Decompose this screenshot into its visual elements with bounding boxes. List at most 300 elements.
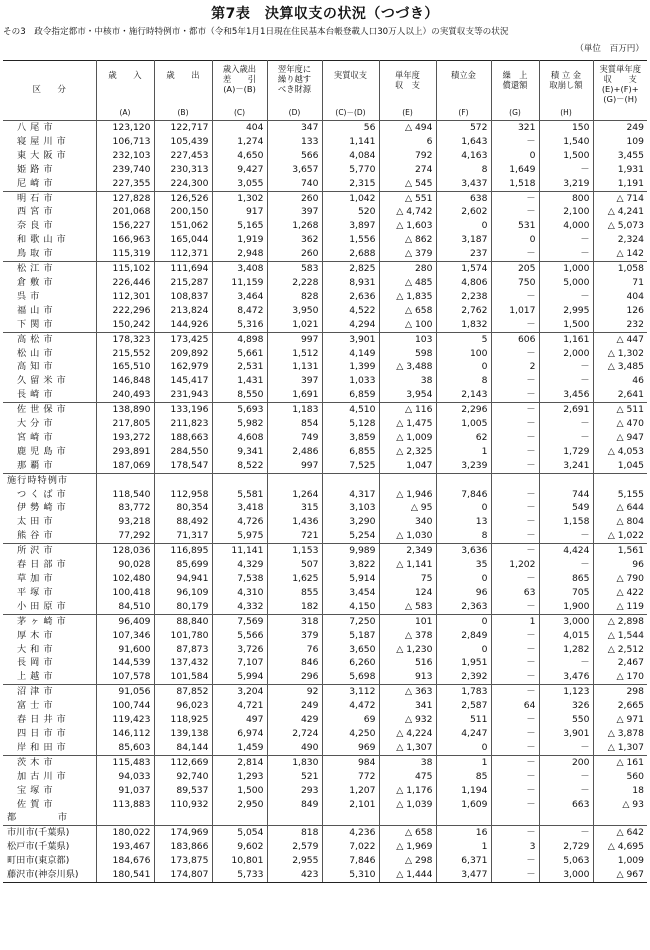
table-cell: △ 1,969 <box>379 840 436 854</box>
table-row <box>3 670 647 684</box>
table-row <box>3 149 647 163</box>
table-cell: 744 <box>539 488 593 502</box>
table-cell: 80,179 <box>154 600 212 614</box>
table-cell: 1,609 <box>436 798 491 812</box>
table-cell: △ 4,241 <box>593 205 647 219</box>
column-header <box>491 61 539 121</box>
table-cell: 1,033 <box>322 374 379 388</box>
table-cell: 180,541 <box>96 868 154 882</box>
column-header <box>267 61 322 121</box>
table-cell: 151,062 <box>154 219 212 233</box>
table-cell: 75 <box>379 572 436 586</box>
table-cell: 193,467 <box>96 840 154 854</box>
table-cell: 4,608 <box>212 431 267 445</box>
table-cell <box>96 473 154 487</box>
table-cell: 13 <box>436 515 491 529</box>
row-label: 厚木市 <box>17 629 57 641</box>
table-cell: 3,901 <box>322 332 379 346</box>
column-header-label: 翌年度に 繰り越す べき財源 <box>277 64 312 94</box>
row-label: 西宮市 <box>17 206 57 218</box>
table-cell: 144,926 <box>154 318 212 332</box>
table-cell: － <box>491 784 539 798</box>
row-label: 佐賀市 <box>17 798 57 810</box>
row-label: 四日市市 <box>17 727 70 739</box>
table-cell: △ 4,224 <box>379 727 436 741</box>
table-cell: 9,341 <box>212 445 267 459</box>
table-cell: 180,022 <box>96 826 154 840</box>
table-cell: 1,643 <box>436 135 491 149</box>
table-cell: 7,538 <box>212 572 267 586</box>
table-cell: 2,315 <box>322 177 379 191</box>
table-cell: 2,101 <box>322 798 379 812</box>
table-cell: 133,196 <box>154 403 212 417</box>
table-cell: 5,310 <box>322 868 379 882</box>
table-cell: 4,472 <box>322 699 379 713</box>
table-cell: 5,063 <box>539 854 593 868</box>
table-cell: △ 3,485 <box>593 360 647 374</box>
table-cell: 1,045 <box>593 459 647 473</box>
table-cell: 818 <box>267 826 322 840</box>
table-row <box>3 699 647 713</box>
table-cell: 96,109 <box>154 586 212 600</box>
table-cell: 2,950 <box>212 798 267 812</box>
page-subtitle: その3 政令指定都市・中核市・施行時特例市・都市（令和5年1月1日現在住民基本台帳登載人口30万人以上）の実質収支等の状況 <box>3 27 509 37</box>
table-cell: 2,486 <box>267 445 322 459</box>
column-header <box>3 61 96 121</box>
table-cell: △ 1,302 <box>593 347 647 361</box>
table-cell: － <box>539 247 593 261</box>
table-cell: 1,123 <box>539 685 593 699</box>
table-row <box>3 854 647 868</box>
table-cell: 84,144 <box>154 741 212 755</box>
table-cell: 187,069 <box>96 459 154 473</box>
table-row <box>3 868 647 882</box>
table-cell: － <box>491 770 539 784</box>
table-cell: 560 <box>593 770 647 784</box>
table-cell: 126,526 <box>154 191 212 205</box>
table-cell: － <box>539 417 593 431</box>
table-cell: 3,455 <box>593 149 647 163</box>
table-cell: 2,948 <box>212 247 267 261</box>
row-label: 下関市 <box>17 318 57 330</box>
table-cell: － <box>491 529 539 543</box>
table-cell: － <box>491 488 539 502</box>
table-cell: 849 <box>267 798 322 812</box>
table-cell: 4,294 <box>322 318 379 332</box>
row-label: 都 市 <box>7 812 69 824</box>
table-row <box>3 741 647 755</box>
column-header <box>154 61 212 121</box>
table-cell: 10,801 <box>212 854 267 868</box>
table-cell: 3,454 <box>322 586 379 600</box>
table-cell: － <box>491 417 539 431</box>
table-cell: 96 <box>436 586 491 600</box>
table-cell: 1,436 <box>267 515 322 529</box>
table-cell: 828 <box>267 290 322 304</box>
row-label: 寝屋川市 <box>17 135 70 147</box>
table-cell: 87,873 <box>154 643 212 657</box>
table-row <box>3 685 647 699</box>
table-cell: － <box>491 572 539 586</box>
table-cell: 100,744 <box>96 699 154 713</box>
table-cell <box>212 473 267 487</box>
table-cell: △ 494 <box>379 121 436 135</box>
row-label: 東大阪市 <box>17 149 70 161</box>
table-cell: 800 <box>539 191 593 205</box>
table-cell: 507 <box>267 558 322 572</box>
table-cell: 112,371 <box>154 247 212 261</box>
table-cell: 100 <box>436 347 491 361</box>
column-header-label: 積立金 <box>451 70 476 80</box>
header-row <box>3 61 647 121</box>
table-cell: 5,254 <box>322 529 379 543</box>
table-row <box>3 191 647 205</box>
table-cell: 340 <box>379 515 436 529</box>
table-cell: 7,022 <box>322 840 379 854</box>
table-cell: 1,131 <box>267 360 322 374</box>
table-cell: 2,729 <box>539 840 593 854</box>
table-cell: － <box>491 290 539 304</box>
table-cell: 122,717 <box>154 121 212 135</box>
table-cell: 8,522 <box>212 459 267 473</box>
table-cell: 1,830 <box>267 755 322 769</box>
table-cell: 112,669 <box>154 755 212 769</box>
table-cell: 1 <box>436 445 491 459</box>
table-cell: 222,296 <box>96 304 154 318</box>
table-cell: △ 142 <box>593 247 647 261</box>
table-cell: 7,525 <box>322 459 379 473</box>
table-cell: 8,550 <box>212 388 267 402</box>
table-row <box>3 488 647 502</box>
table-cell: 133 <box>267 135 322 149</box>
table-cell: 1,518 <box>491 177 539 191</box>
table-cell: － <box>539 741 593 755</box>
table-cell: 1,500 <box>539 318 593 332</box>
unit-label: （単位 百万円） <box>575 44 644 54</box>
table-row <box>3 403 647 417</box>
table-cell: － <box>539 374 593 388</box>
column-header <box>212 61 267 121</box>
table-cell: 166,963 <box>96 233 154 247</box>
table-cell: 107,346 <box>96 629 154 643</box>
table-cell: △ 1,444 <box>379 868 436 882</box>
table-cell: 3,950 <box>267 304 322 318</box>
table-cell: 1 <box>491 614 539 628</box>
table-cell: 105,439 <box>154 135 212 149</box>
table-cell: 1,268 <box>267 219 322 233</box>
table-cell: 5,128 <box>322 417 379 431</box>
table-cell: 3 <box>491 840 539 854</box>
table-cell: 3,636 <box>436 544 491 558</box>
table-cell: 1,561 <box>593 544 647 558</box>
row-label: 宝塚市 <box>17 784 57 796</box>
table-cell <box>593 811 647 825</box>
table-cell: 1,512 <box>267 347 322 361</box>
row-label: 上越市 <box>17 671 57 683</box>
table-cell: 511 <box>436 713 491 727</box>
table-cell: － <box>539 431 593 445</box>
table-cell: 1,207 <box>322 784 379 798</box>
table-cell: － <box>539 770 593 784</box>
table-cell: 1 <box>436 840 491 854</box>
table-cell: 2,665 <box>593 699 647 713</box>
row-label: 姫路市 <box>17 163 57 175</box>
table-cell: 1,951 <box>436 656 491 670</box>
table-cell: 3,000 <box>539 614 593 628</box>
table-cell: － <box>491 656 539 670</box>
table-cell: － <box>491 727 539 741</box>
table-cell: △ 363 <box>379 685 436 699</box>
table-cell: 1,009 <box>593 854 647 868</box>
table-cell: 115,319 <box>96 247 154 261</box>
table-cell: 4,726 <box>212 515 267 529</box>
table-cell: 4,424 <box>539 544 593 558</box>
table-cell: 126 <box>593 304 647 318</box>
table-cell <box>322 811 379 825</box>
table-cell: 917 <box>212 205 267 219</box>
table-cell: 1,459 <box>212 741 267 755</box>
table-cell: 5,155 <box>593 488 647 502</box>
table-cell: △ 551 <box>379 191 436 205</box>
table-row <box>3 643 647 657</box>
table-cell: 3,112 <box>322 685 379 699</box>
table-cell: 38 <box>379 755 436 769</box>
table-cell: 572 <box>436 121 491 135</box>
table-row <box>3 177 647 191</box>
table-cell: 1,017 <box>491 304 539 318</box>
row-label: 藤沢市(神奈川県) <box>3 868 96 882</box>
category-row <box>3 811 647 825</box>
table-cell: 2,228 <box>267 276 322 290</box>
table-cell: 5,661 <box>212 347 267 361</box>
table-row <box>3 515 647 529</box>
table-cell: 2,296 <box>436 403 491 417</box>
table-cell: 162,979 <box>154 360 212 374</box>
table-cell: △ 5,073 <box>593 219 647 233</box>
table-cell: 4,650 <box>212 149 267 163</box>
table-row <box>3 388 647 402</box>
table-cell: 2,579 <box>267 840 322 854</box>
table-row <box>3 713 647 727</box>
table-cell: 88,492 <box>154 515 212 529</box>
table-cell: 293 <box>267 784 322 798</box>
table-cell: 2,691 <box>539 403 593 417</box>
table-cell: △ 644 <box>593 501 647 515</box>
table-cell: 1,900 <box>539 600 593 614</box>
table-cell <box>212 811 267 825</box>
table-cell: 3,239 <box>436 459 491 473</box>
table-cell: 598 <box>379 347 436 361</box>
table-cell: 5,165 <box>212 219 267 233</box>
table-cell: 3,726 <box>212 643 267 657</box>
table-cell: 5,187 <box>322 629 379 643</box>
table-cell: 321 <box>491 121 539 135</box>
table-cell: 96,409 <box>96 614 154 628</box>
table-cell: △ 3,878 <box>593 727 647 741</box>
table-cell: 521 <box>267 770 322 784</box>
table-cell: 62 <box>436 431 491 445</box>
table-cell: － <box>491 643 539 657</box>
row-label: 八尾市 <box>17 122 57 133</box>
row-label: 宮崎市 <box>17 431 57 443</box>
table-cell: － <box>491 854 539 868</box>
table-row <box>3 247 647 261</box>
table-cell: 232,103 <box>96 149 154 163</box>
table-cell: 997 <box>267 459 322 473</box>
page-title: 第7表 決算収支の状況（つづき） <box>211 6 439 22</box>
table-row <box>3 600 647 614</box>
table-cell: △ 804 <box>593 515 647 529</box>
table-cell: 18 <box>593 784 647 798</box>
table-cell: 124 <box>379 586 436 600</box>
table-cell: 5,914 <box>322 572 379 586</box>
table-cell: 217,805 <box>96 417 154 431</box>
table-cell: 1,021 <box>267 318 322 332</box>
table-cell: 0 <box>436 741 491 755</box>
row-label: 岸和田市 <box>17 741 70 753</box>
table-cell: － <box>491 868 539 882</box>
table-cell: △ 1,230 <box>379 643 436 657</box>
table-cell: △ 971 <box>593 713 647 727</box>
table-cell: 77,292 <box>96 529 154 543</box>
table-cell: 549 <box>539 501 593 515</box>
table-row <box>3 121 647 135</box>
table-cell: 792 <box>379 149 436 163</box>
table-cell: 638 <box>436 191 491 205</box>
table-cell: 0 <box>491 149 539 163</box>
table-cell: 7,250 <box>322 614 379 628</box>
table-cell: － <box>491 713 539 727</box>
table-row <box>3 459 647 473</box>
table-cell: 1,183 <box>267 403 322 417</box>
table-cell: 2,849 <box>436 629 491 643</box>
table-cell: 2,363 <box>436 600 491 614</box>
table-cell: 429 <box>267 713 322 727</box>
table-cell: 1,293 <box>212 770 267 784</box>
table-cell: 2,000 <box>539 347 593 361</box>
table-cell: 240,493 <box>96 388 154 402</box>
table-cell: 740 <box>267 177 322 191</box>
table-cell: △ 1,009 <box>379 431 436 445</box>
table-row <box>3 586 647 600</box>
table-row <box>3 558 647 572</box>
table-cell: 2,825 <box>322 262 379 276</box>
table-cell: 231,943 <box>154 388 212 402</box>
table-cell: 103 <box>379 332 436 346</box>
table-cell: 5,693 <box>212 403 267 417</box>
table-cell: 91,600 <box>96 643 154 657</box>
table-cell: 854 <box>267 417 322 431</box>
table-cell: 16 <box>436 826 491 840</box>
table-row <box>3 529 647 543</box>
table-row <box>3 572 647 586</box>
table-cell: － <box>539 360 593 374</box>
table-cell: 2,349 <box>379 544 436 558</box>
table-cell: 1,919 <box>212 233 267 247</box>
table-cell: 772 <box>322 770 379 784</box>
table-cell: 1,042 <box>322 191 379 205</box>
table-row <box>3 290 647 304</box>
table-cell: △ 932 <box>379 713 436 727</box>
row-label: 熊谷市 <box>17 530 57 542</box>
table-cell: 260 <box>267 191 322 205</box>
table-cell: 984 <box>322 755 379 769</box>
table-cell: 280 <box>379 262 436 276</box>
table-row <box>3 840 647 854</box>
row-label: 茨木市 <box>3 755 96 769</box>
table-cell: 118,925 <box>154 713 212 727</box>
table-cell: － <box>491 247 539 261</box>
table-cell: △ 967 <box>593 868 647 882</box>
table-cell: 1,264 <box>267 488 322 502</box>
table-cell: 1,047 <box>379 459 436 473</box>
table-cell: 178,547 <box>154 459 212 473</box>
table-cell: 85 <box>436 770 491 784</box>
row-label: 松山市 <box>17 347 57 359</box>
table-cell: 1,500 <box>212 784 267 798</box>
table-cell: 4,015 <box>539 629 593 643</box>
table-cell: 298 <box>593 685 647 699</box>
table-cell: － <box>539 826 593 840</box>
table-cell: 232 <box>593 318 647 332</box>
table-cell: － <box>539 656 593 670</box>
table-cell: 2,143 <box>436 388 491 402</box>
table-cell: 397 <box>267 205 322 219</box>
table-cell: 138,890 <box>96 403 154 417</box>
table-cell: 4,522 <box>322 304 379 318</box>
table-cell: 83,772 <box>96 501 154 515</box>
table-cell: 663 <box>539 798 593 812</box>
table-cell: 969 <box>322 741 379 755</box>
table-cell: 1,574 <box>436 262 491 276</box>
table-cell: 2,724 <box>267 727 322 741</box>
table-cell: 8 <box>436 163 491 177</box>
table-cell: 182 <box>267 600 322 614</box>
table-cell: 9,989 <box>322 544 379 558</box>
table-cell: 102,480 <box>96 572 154 586</box>
table-cell: △ 947 <box>593 431 647 445</box>
table-cell: 423 <box>267 868 322 882</box>
table-cell: 4,084 <box>322 149 379 163</box>
table-cell: 56 <box>322 121 379 135</box>
table-cell: 173,875 <box>154 854 212 868</box>
row-label: 鳥取市 <box>17 248 57 260</box>
table-cell: △ 2,898 <box>593 614 647 628</box>
table-row <box>3 262 647 276</box>
table-cell: 1,931 <box>593 163 647 177</box>
table-cell: 3,290 <box>322 515 379 529</box>
column-header-label: 積 立 金 取崩し額 <box>549 70 583 90</box>
table-row <box>3 163 647 177</box>
table-cell: △ 116 <box>379 403 436 417</box>
table-cell: 8 <box>436 529 491 543</box>
table-cell: △ 545 <box>379 177 436 191</box>
table-cell: 119,423 <box>96 713 154 727</box>
table-cell: 150,242 <box>96 318 154 332</box>
table-cell: △ 1,307 <box>593 741 647 755</box>
table-cell: 846 <box>267 656 322 670</box>
column-header-symbol: (B) <box>177 108 189 117</box>
table-cell: － <box>491 347 539 361</box>
table-cell: 174,969 <box>154 826 212 840</box>
table-cell: 127,828 <box>96 191 154 205</box>
table-cell: 4,317 <box>322 488 379 502</box>
table-cell: － <box>491 798 539 812</box>
table-cell: － <box>491 685 539 699</box>
table-cell: △ 1,307 <box>379 741 436 755</box>
table-row <box>3 347 647 361</box>
table-cell: 1,556 <box>322 233 379 247</box>
